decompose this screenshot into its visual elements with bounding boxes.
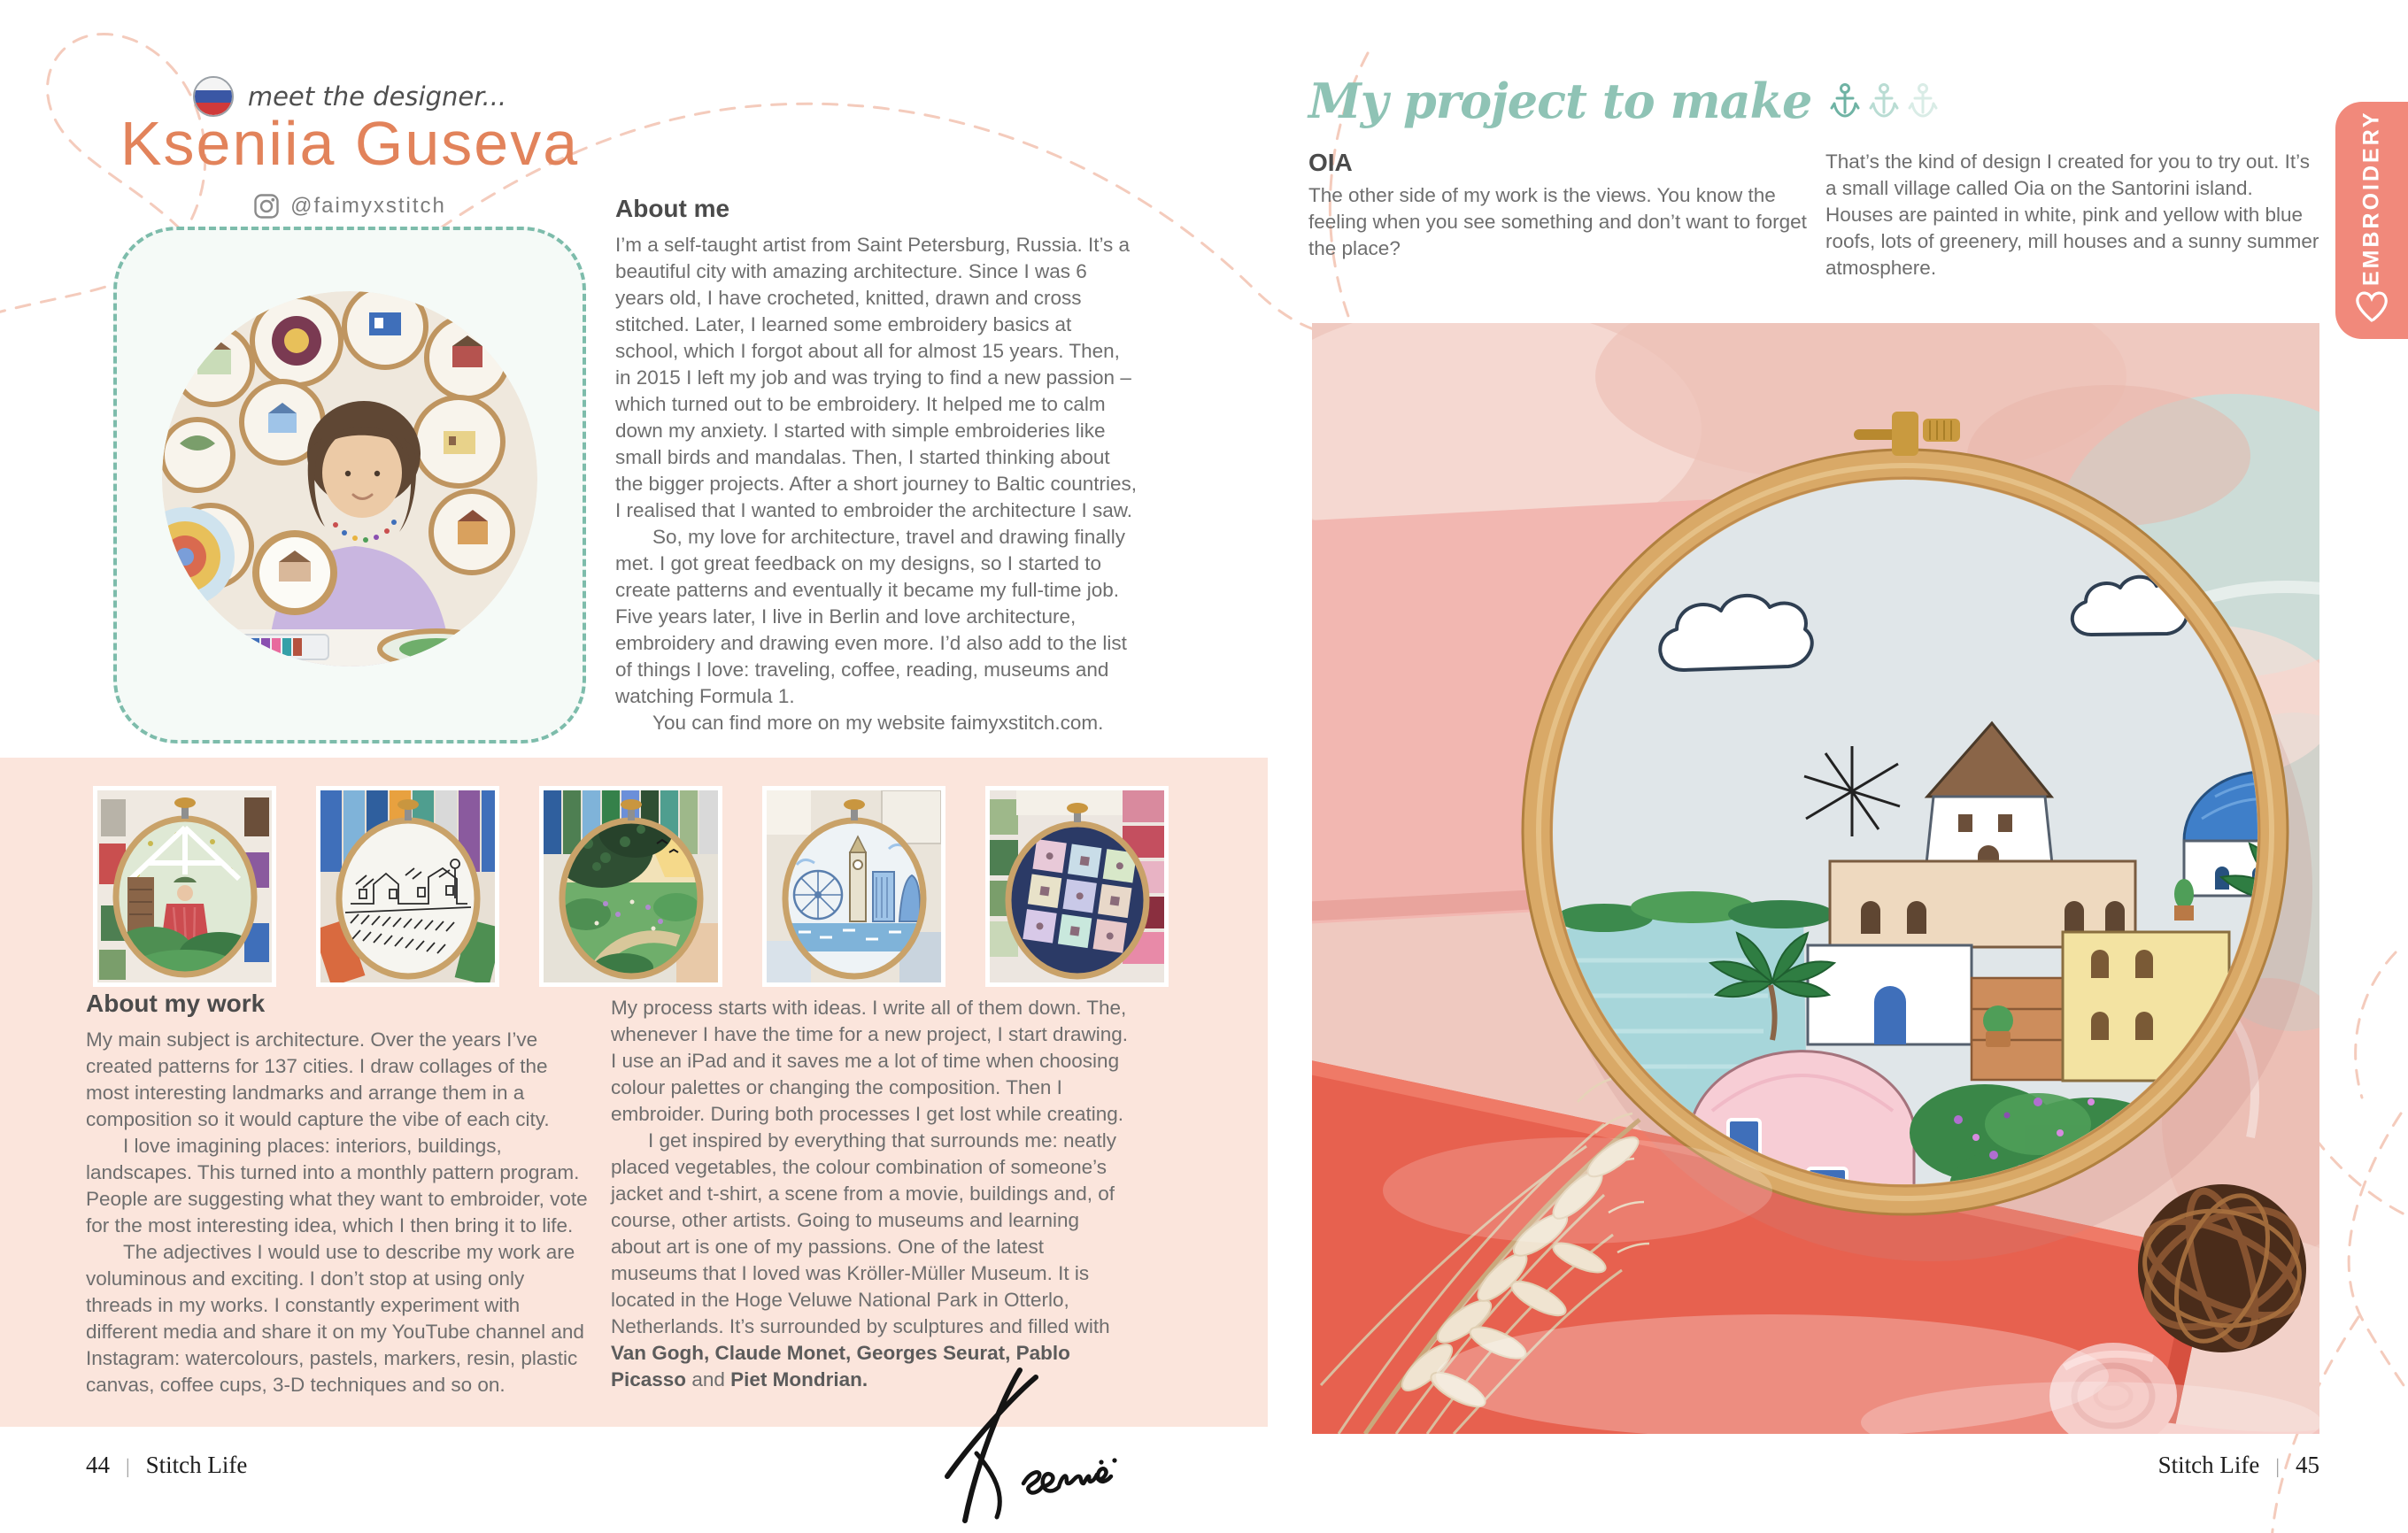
footer-separator: | [126,1455,130,1477]
about-work-paragraph: My process starts with ideas. I write all of them down. The, whenever I have the time for a new project, I start drawing. I use an iPad and it saves me a lot of time when choosing colour palettes or changing the composition. Then I embroider. During both processes I get lost while creating. [611,997,1129,1125]
instagram-handle: @faimyxstitch [290,194,446,218]
instagram-row [0,193,699,220]
about-me-paragraph: You can find more on my website faimyxstitch.com. [652,712,1104,734]
project-heading-text: My project to make [1308,73,1812,129]
page-number: 45 [2296,1452,2319,1478]
designer-photo [162,291,537,666]
about-me-section [615,195,1138,736]
eyebrow-text: meet the designer... [247,81,507,112]
project-photo [1312,323,2319,1434]
about-work-heading: About my work [86,990,266,1017]
about-work-paragraph [611,1128,1131,1393]
about-work-column-1 [86,990,589,1398]
about-work-paragraph: My main subject is architecture. Over the years I’ve created patterns for 137 cities. I draw collages of the most interesting landmarks and arrange them in a composition so it would capture the vibe of each city. [86,1028,550,1130]
footer-right [2158,1452,2319,1479]
embroidery-tab-label: EMBROIDERY [2358,110,2384,287]
oia-heading: OIA [1308,149,1353,176]
signature-kseniia [935,1363,1156,1531]
about-work-paragraph: I love imagining places: interiors, buildings, landscapes. This turned into a monthly pattern program. People are suggesting what they want to embroider, vote for the most interesting idea, which I then bring it to life. [86,1135,588,1236]
portfolio-strip [93,786,1169,987]
about-work-paragraph: The adjectives I would use to describe my work are voluminous and exciting. I don’t stop at using only threads in my works. I constantly experiment with different media and share it on my YouTube channel and Instagram: watercolours, pastels, markers, resin, plastic canvas, coffee cups, 3-D techniques and so on. [86,1241,584,1396]
portfolio-thumbnail-4 [762,786,945,987]
footer-left [86,1452,247,1479]
portfolio-thumbnail-1 [93,786,276,987]
artist-names-bold: Van Gogh, Claude Monet, Georges Seurat, Pablo Picasso [611,1342,1070,1390]
about-me-heading: About me [615,195,730,222]
about-work-paragraph-text: I get inspired by everything that surrounds me: neatly placed vegetables, the colour combination of someone’s jacket and t-shirt, a scene from a movie, buildings and, of course, other artists. Going to museums and learning about art is one of my passions. One of the latest museums that I loved was Kröller-Müller Museum. It is located in the Hoge Veluwe National Park in Otterlo, Netherlands. It’s surrounded by sculptures and filled with [611,1129,1117,1337]
page-number: 44 [86,1452,110,1478]
about-me-paragraph: So, my love for architecture, travel and drawing finally met. I got great feedback on my designs, so I started to create patterns and eventually it became my full-time job. Five years later, I live in Berlin and love architecture, embroidery and drawing even more. I’d also add to the list of things I love: traveling, coffee, reading, museums and watching Formula 1. [615,526,1127,707]
portfolio-thumbnail-5 [985,786,1169,987]
instagram-icon [253,193,280,220]
oia-paragraph: That’s the kind of design I created for you to try out. It’s a small village called Oia on the Santorini island. Houses are painted in white, pink and yellow with blue roofs, lots of greenery, mill houses and a sunny summer atmosphere. [1825,150,2319,279]
designer-photo-frame [113,227,586,743]
oia-column-2 [1825,149,2326,281]
portfolio-thumbnail-3 [539,786,722,987]
portfolio-thumbnail-2 [316,786,499,987]
heart-icon [2351,286,2392,327]
project-heading-row [1308,73,1944,129]
oia-column-1 [1308,182,1809,262]
anchor-icons [1829,81,1944,121]
magazine-name: Stitch Life [145,1452,248,1478]
about-me-paragraph: I’m a self-taught artist from Saint Petersburg, Russia. It’s a beautiful city with amazing architecture. Since I was 6 years old, I have crocheted, knitted, drawn and cross stitched. Later, I learned some embroidery basics at school, which I forgot about all for almost 15 years. Then, in 2015 I left my job and was trying to find a new passion – which turned out to be embroidery. It helped me to calm down my anxiety. I started with simple embroideries like small birds and mandalas. Then, I started thinking about the bigger projects. After a short journey to Baltic countries, I realised that I wanted to embroider the architecture I saw. [615,234,1138,521]
about-work-paragraph-text: and [686,1368,731,1390]
artist-names-bold: Piet Mondrian. [730,1368,868,1390]
about-work-column-2 [611,995,1131,1393]
oia-paragraph: The other side of my work is the views. You know the feeling when you see something and don’t want to forget the place? [1308,184,1807,259]
footer-separator: | [2275,1455,2280,1477]
magazine-name: Stitch Life [2157,1452,2260,1478]
designer-name-title: Kseniia Guseva [120,109,580,178]
embroidery-tab [2335,102,2408,339]
